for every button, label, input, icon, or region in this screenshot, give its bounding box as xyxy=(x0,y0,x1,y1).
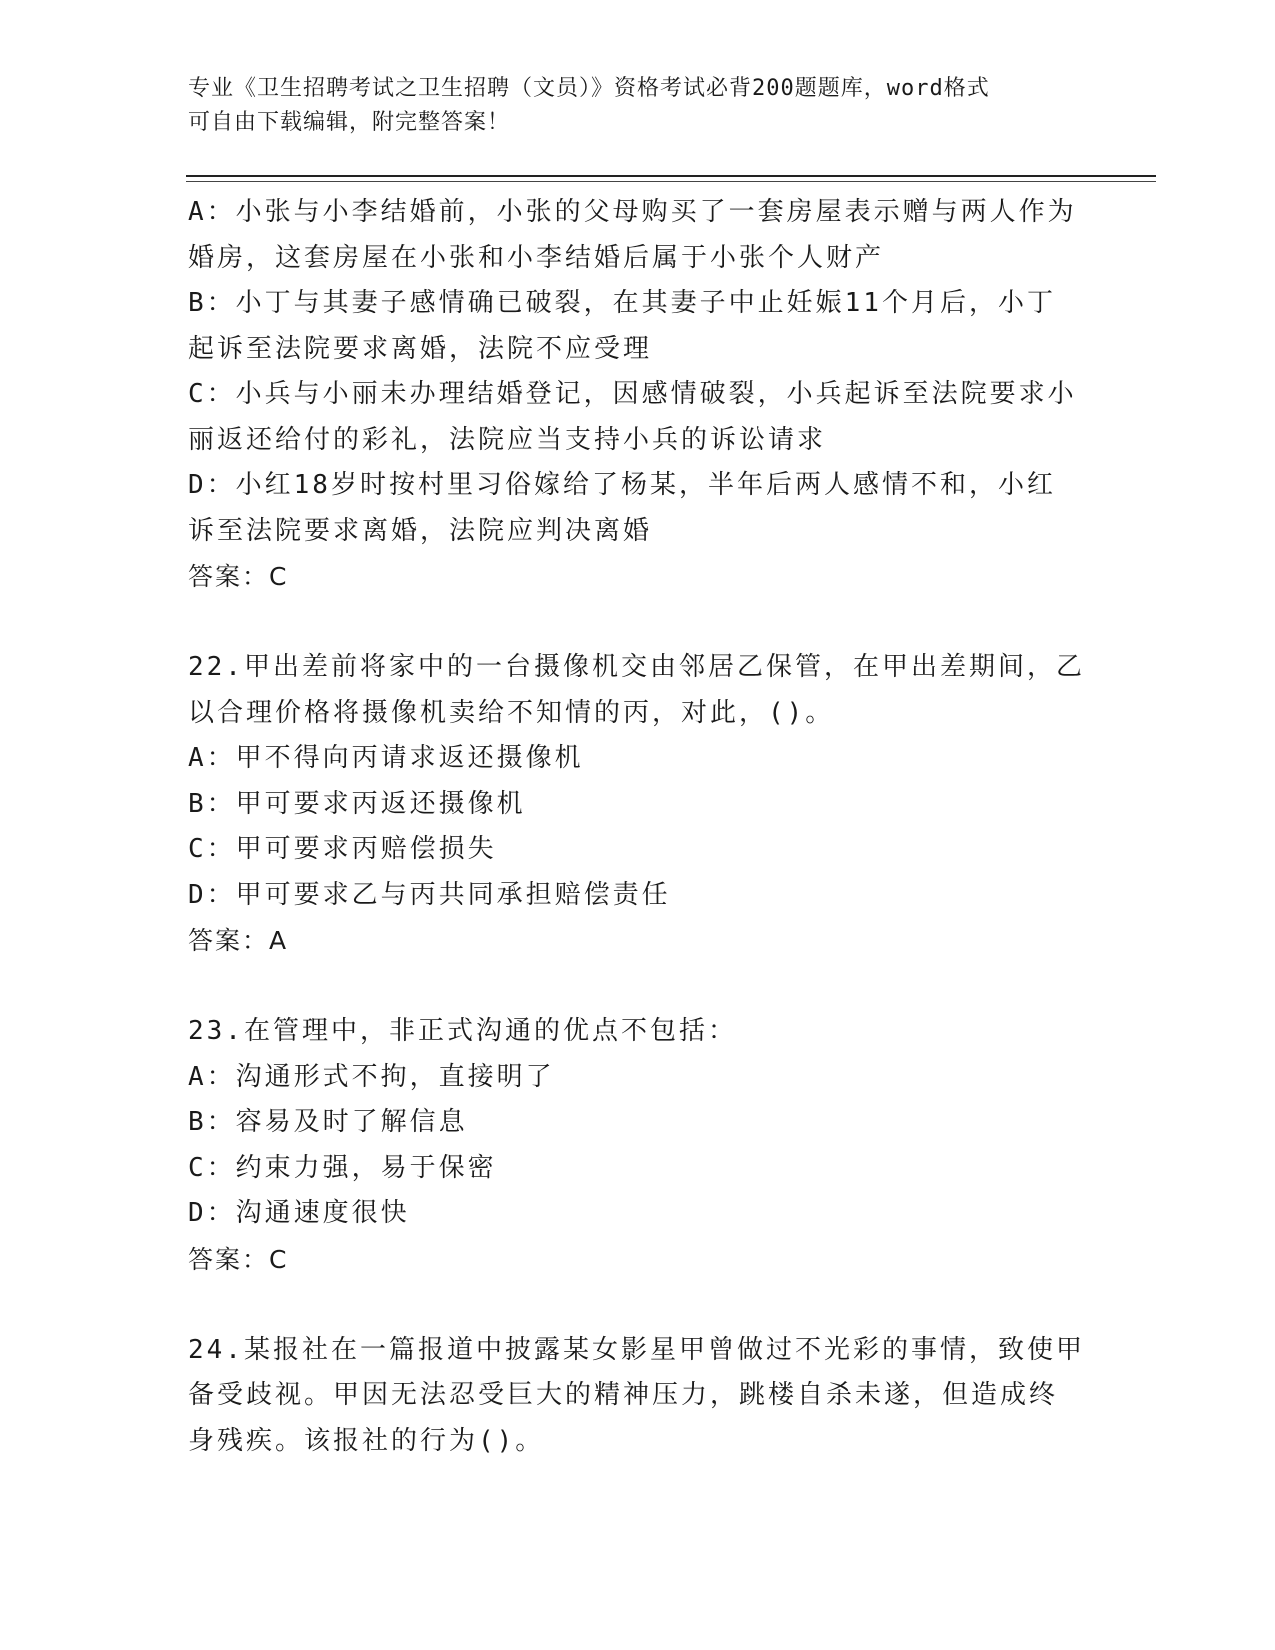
q23-answer: 答案：C xyxy=(188,1244,289,1274)
q22-option-d: D：甲可要求乙与丙共同承担赔偿责任 xyxy=(188,879,671,910)
q21-option-a-line-2: 婚房，这套房屋在小张和小李结婚后属于小张个人财产 xyxy=(188,242,885,273)
header-title-line-2: 可自由下载编辑，附完整答案！ xyxy=(188,110,511,135)
q22-option-b: B：甲可要求丙返还摄像机 xyxy=(188,788,526,819)
q22-option-a: A：甲不得向丙请求返还摄像机 xyxy=(188,743,584,773)
question-21 xyxy=(188,190,1088,600)
question-spacer xyxy=(188,600,1088,646)
question-24 xyxy=(188,1328,1088,1465)
q21-option-a-line-1: A：小张与小李结婚前，小张的父母购买了一套房屋表示赠与两人作为 xyxy=(188,197,1077,227)
header-divider-thick xyxy=(186,175,1156,177)
q23-option-b: B：容易及时了解信息 xyxy=(188,1107,468,1137)
question-content xyxy=(188,190,1088,1464)
q21-option-c-line-1: C：小兵与小丽未办理结婚登记，因感情破裂，小兵起诉至法院要求小 xyxy=(188,379,1077,409)
q21-option-b-line-1: B：小丁与其妻子感情确已破裂，在其妻子中止妊娠11个月后，小丁 xyxy=(188,288,1056,318)
q21-option-d-line-2: 诉至法院要求离婚，法院应判决离婚 xyxy=(188,515,653,546)
q21-option-b-line-2: 起诉至法院要求离婚，法院不应受理 xyxy=(188,333,653,364)
q21-option-d-line-1: D：小红18岁时按村里习俗嫁给了杨某，半年后两人感情不和，小红 xyxy=(188,470,1056,500)
q24-stem-line-3: 身残疾。该报社的行为()。 xyxy=(188,1425,545,1456)
question-spacer xyxy=(188,1282,1088,1328)
document-header xyxy=(188,72,1088,140)
q22-stem-line-2: 以合理价格将摄像机卖给不知情的丙，对此，()。 xyxy=(188,697,835,728)
q22-option-c: C：甲可要求丙赔偿损失 xyxy=(188,834,497,864)
q22-answer: 答案：A xyxy=(188,926,289,955)
header-divider-thin xyxy=(186,181,1156,182)
q23-option-d: D：沟通速度很快 xyxy=(188,1198,410,1228)
q23-stem: 23.在管理中，非正式沟通的优点不包括： xyxy=(188,1016,737,1046)
q21-option-c-line-2: 丽返还给付的彩礼，法院应当支持小兵的诉讼请求 xyxy=(188,424,827,455)
q21-answer: 答案：C xyxy=(188,562,289,591)
q23-option-a: A：沟通形式不拘，直接明了 xyxy=(188,1061,555,1092)
header-title-line-1: 专业《卫生招聘考试之卫生招聘（文员）》资格考试必背200题题库，word格式 xyxy=(188,76,990,101)
q24-stem-line-1: 24.某报社在一篇报道中披露某女影星甲曾做过不光彩的事情，致使甲 xyxy=(188,1334,1085,1365)
question-spacer xyxy=(188,964,1088,1010)
q23-option-c: C：约束力强，易于保密 xyxy=(188,1152,497,1183)
q24-stem-line-2: 备受歧视。甲因无法忍受巨大的精神压力，跳楼自杀未遂，但造成终 xyxy=(188,1380,1059,1410)
question-22 xyxy=(188,645,1088,964)
q22-stem-line-1: 22.甲出差前将家中的一台摄像机交由邻居乙保管，在甲出差期间，乙 xyxy=(188,652,1085,682)
question-23 xyxy=(188,1009,1088,1282)
